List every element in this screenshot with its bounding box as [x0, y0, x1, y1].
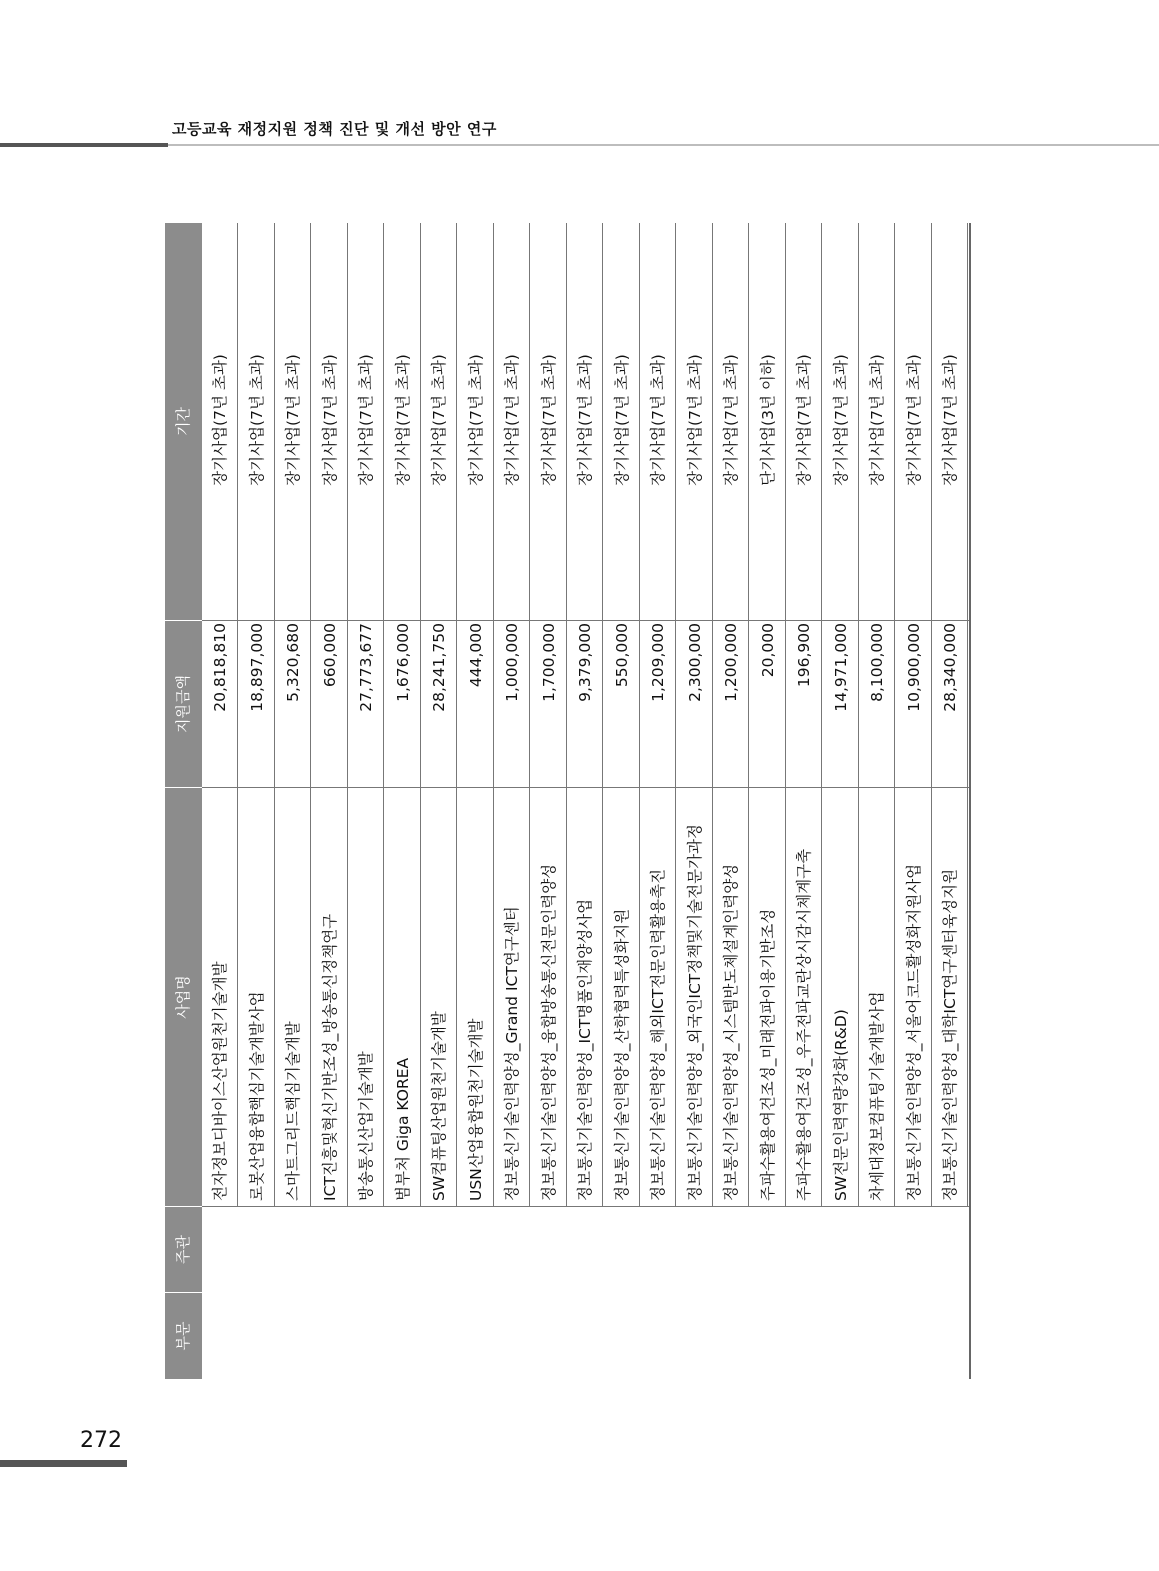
period-cell: 장기사업(7년 초과): [466, 354, 485, 486]
amount-cell: 28,340,000: [941, 623, 959, 712]
period-cell: 장기사업(7년 초과): [320, 354, 339, 486]
amount-cell: 5,320,680: [284, 623, 302, 702]
page-number: 272: [80, 1428, 122, 1453]
col-header-division: 부문: [174, 1321, 192, 1351]
amount-cell: 27,773,677: [357, 623, 375, 712]
project-name-cell: 정보통신기술인력양성_해외ICT전문인력활용촉진: [649, 868, 667, 1201]
period-cell: 장기사업(7년 초과): [430, 354, 448, 486]
header-separator: [165, 787, 202, 788]
project-name-cell: 정보통신기술인력양성_대학ICT연구센터육성지원: [941, 868, 959, 1201]
amount-cell: 1,209,000: [649, 623, 667, 702]
amount-cell: 196,900: [795, 623, 813, 688]
budget-table: [165, 223, 992, 1379]
project-name-cell: 전자정보디바이스산업원천기술개발: [211, 961, 229, 1201]
project-name-cell: 주파수활용여건조성_미래전파이용기반조성: [758, 908, 777, 1201]
period-cell: 장기사업(7년 초과): [393, 354, 412, 486]
period-cell: 장기사업(7년 초과): [685, 354, 704, 486]
project-name-cell: SW컴퓨팅산업원천기술개발: [430, 1011, 448, 1201]
amount-cell: 18,897,000: [247, 623, 266, 712]
period-cell: 장기사업(7년 초과): [503, 354, 521, 486]
project-name-cell: ICT진흥및혁신기반조성_방송통신정책연구: [320, 913, 339, 1201]
header-rule-light: [168, 144, 1159, 146]
period-cell: 장기사업(7년 초과): [868, 354, 886, 486]
amount-cell: 28,241,750: [430, 623, 448, 712]
period-cell: 장기사업(7년 초과): [904, 354, 923, 486]
amount-cell: 10,900,000: [904, 623, 923, 712]
col-header-project-name: 사업명: [174, 975, 192, 1019]
amount-cell: 9,379,000: [576, 623, 594, 702]
project-name-cell: SW전문인력역량강화(R&D): [831, 1009, 850, 1201]
project-name-cell: 정보통신기술인력양성_외국인ICT정책및기술전문가과정: [685, 824, 704, 1201]
amount-cell: 444,000: [466, 623, 485, 688]
footer-rule: [0, 1460, 127, 1467]
project-name-cell: 정보통신기술인력양성_ICT명품인재양성사업: [576, 898, 594, 1201]
col-header-organizer: 주관: [174, 1235, 192, 1264]
amount-cell: 14,971,000: [831, 623, 850, 712]
project-name-cell: 범부처 Giga KOREA: [393, 1057, 412, 1201]
period-cell: 단기사업(3년 이하): [758, 354, 777, 486]
column-divider: [202, 620, 969, 621]
running-header-title: 고등교육 재정지원 정책 진단 및 개선 방안 연구: [172, 120, 497, 138]
period-cell: 장기사업(7년 초과): [649, 354, 667, 486]
project-name-cell: 스마트그리드핵심기술개발: [284, 1021, 302, 1201]
project-name-cell: 정보통신기술인력양성_Grand ICT연구센터: [503, 906, 521, 1201]
col-header-amount: 지원금액: [174, 675, 192, 733]
amount-cell: 1,700,000: [539, 623, 558, 702]
amount-cell: 1,000,000: [503, 623, 521, 702]
project-name-cell: 정보통신기술인력양성_서울어코드활성화지원사업: [904, 863, 923, 1201]
period-cell: 장기사업(7년 초과): [247, 354, 266, 486]
table-header-row: [165, 223, 202, 1379]
column-divider: [202, 787, 969, 788]
header-separator: [165, 1292, 202, 1293]
header-separator: [165, 1206, 202, 1207]
column-divider: [202, 1206, 969, 1207]
amount-cell: 550,000: [612, 623, 631, 688]
col-header-period: 기간: [174, 407, 192, 436]
project-name-cell: 정보통신기술인력양성_산학협력특성화지원: [612, 908, 631, 1201]
period-cell: 장기사업(7년 초과): [539, 354, 558, 486]
amount-cell: 2,300,000: [685, 623, 704, 702]
header-rule-dark: [0, 143, 168, 147]
period-cell: 장기사업(7년 초과): [831, 354, 850, 486]
period-cell: 장기사업(7년 초과): [612, 354, 631, 486]
project-name-cell: 로봇산업융합핵심기술개발사업: [247, 991, 266, 1201]
period-cell: 장기사업(7년 초과): [941, 354, 959, 486]
period-cell: 장기사업(7년 초과): [284, 354, 302, 486]
period-cell: 장기사업(7년 초과): [722, 354, 740, 486]
amount-cell: 1,676,000: [393, 623, 412, 702]
period-cell: 장기사업(7년 초과): [795, 354, 813, 486]
project-name-cell: 주파수활용여건조성_우주전파교란상시감시체계구축: [795, 848, 813, 1201]
project-name-cell: USN산업융합원천기술개발: [466, 1018, 485, 1201]
budget-table-rotated: [165, 223, 992, 1379]
period-cell: 장기사업(7년 초과): [357, 354, 375, 486]
project-name-cell: 차세대정보컴퓨팅기술개발사업: [868, 991, 886, 1201]
project-name-cell: 정보통신기술인력양성_시스템반도체설계인력양성: [722, 863, 740, 1201]
period-cell: 장기사업(7년 초과): [576, 354, 594, 486]
amount-cell: 8,100,000: [868, 623, 886, 702]
project-name-cell: 방송통신산업기술개발: [357, 1051, 375, 1201]
amount-cell: 20,000: [758, 623, 777, 678]
header-separator: [165, 620, 202, 621]
table-bottom-rule: [969, 223, 971, 1379]
amount-cell: 1,200,000: [722, 623, 740, 702]
period-cell: 장기사업(7년 초과): [211, 354, 229, 486]
amount-cell: 20,818,810: [211, 623, 229, 712]
project-name-cell: 정보통신기술인력양성_융합방송통신전문인력양성: [539, 863, 558, 1201]
amount-cell: 660,000: [320, 623, 339, 688]
